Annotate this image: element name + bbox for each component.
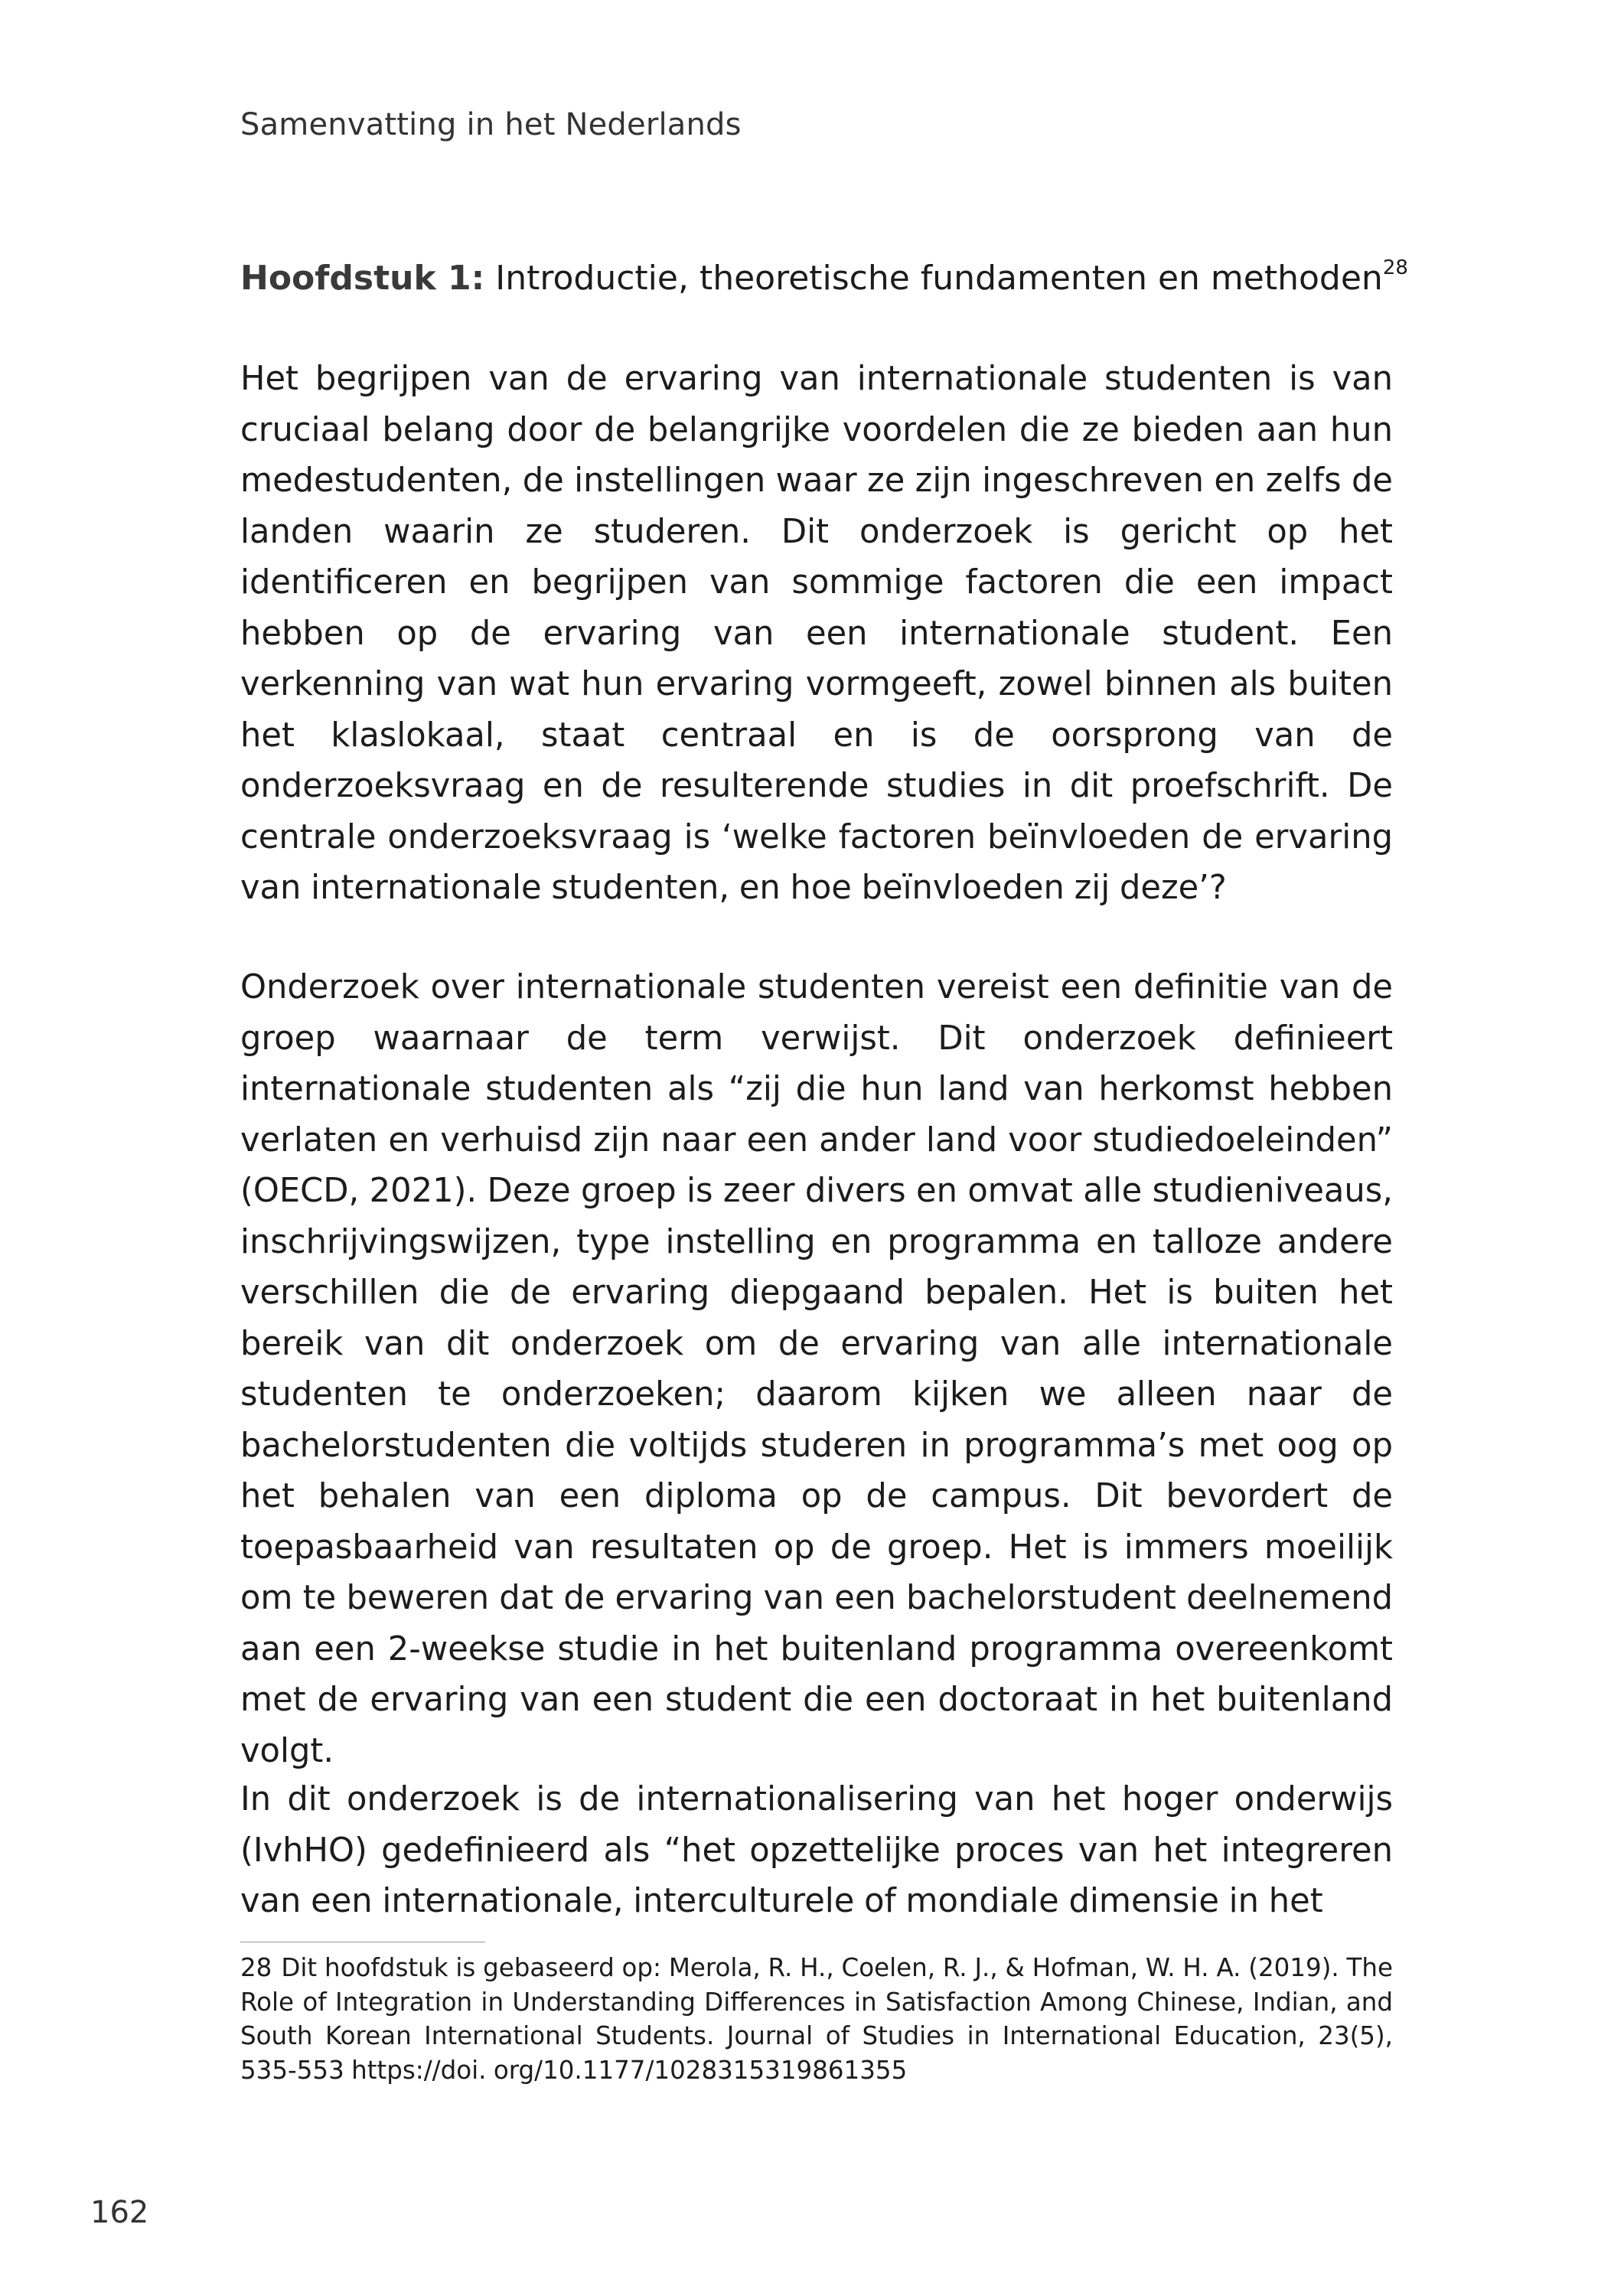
chapter-title: Introductie, theoretische fundamenten en methoden xyxy=(495,259,1383,298)
page-number: 162 xyxy=(90,2195,149,2230)
body-paragraph-3 xyxy=(240,1774,1393,1927)
footnote-reference[interactable]: 28 xyxy=(1382,256,1408,279)
running-header: Samenvatting in het Nederlands xyxy=(240,107,742,142)
chapter-heading xyxy=(240,256,1408,301)
paragraph-text: Onderzoek over internationale studenten vereist een definitie van de groep waarnaar de term verwijst. Dit onderzoek definieert internationale studenten als “zij die hun land van herkomst hebben verlaten en verhuisd zijn naar een ander land voor studiedoeleinden” (OECD, 2021). Deze groep is zeer divers en omvat alle studieniveaus, inschrijvingswijzen, type instelling en programma en talloze andere verschillen die de ervaring diepgaand bepalen. Het is buiten het bereik van dit onderzoek om de ervaring van alle internationale studenten te onderzoeken; daarom kijken we alleen naar de bachelorstudenten die voltijds studeren in programma’s met oog op het behalen van een diploma op de campus. Dit bevordert de toepasbaarheid van resultaten op de groep. Het is immers moeilijk om te beweren dat de ervaring van een bachelorstudent deelnemend aan een 2-weekse studie in het buitenland programma overeenkomt met de ervaring van een student die een doctoraat in het buitenland volgt. xyxy=(240,968,1393,1770)
footnote-text: Dit hoofdstuk is gebaseerd op: Merola, R. H., Coelen, R. J., & Hofman, W. H. A. (2019). The Role of Integration in Understanding Differences in Satisfaction Among Chinese, Indian, and South Korean International Students. Journal of Studies in International Education, 23(5), 535-553 https://doi. org/10.1177/1028315319861355 xyxy=(240,1953,1393,2085)
body-paragraph-1 xyxy=(240,354,1393,914)
body-paragraph-2 xyxy=(240,962,1393,1776)
footnote xyxy=(240,1951,1393,2087)
footnote-number: 28 xyxy=(240,1953,272,1982)
chapter-label: Hoofdstuk 1: xyxy=(240,259,485,298)
paragraph-text: Het begrijpen van de ervaring van internationale studenten is van cruciaal belang door de belangrijke voordelen die ze bieden aan hun medestudenten, de instellingen waar ze zijn ingeschreven en zelfs de landen waarin ze studeren. Dit onderzoek is gericht op het identificeren en begrijpen van sommige factoren die een impact hebben op de ervaring van een internationale student. Een verkenning van wat hun ervaring vormgeeft, zowel binnen als buiten het klaslokaal, staat centraal en is de oorsprong van de onderzoeksvraag en de resulterende studies in dit proefschrift. De centrale onderzoeksvraag is ‘welke factoren beïnvloeden de ervaring van internationale studenten, en hoe beïnvloeden zij deze’? xyxy=(240,360,1393,907)
paragraph-text: In dit onderzoek is de internationalisering van het hoger onderwijs (IvhHO) gedefinieerd als “het opzettelijke proces van het integreren van een internationale, interculturele of mondiale dimensie in het xyxy=(240,1780,1393,1920)
